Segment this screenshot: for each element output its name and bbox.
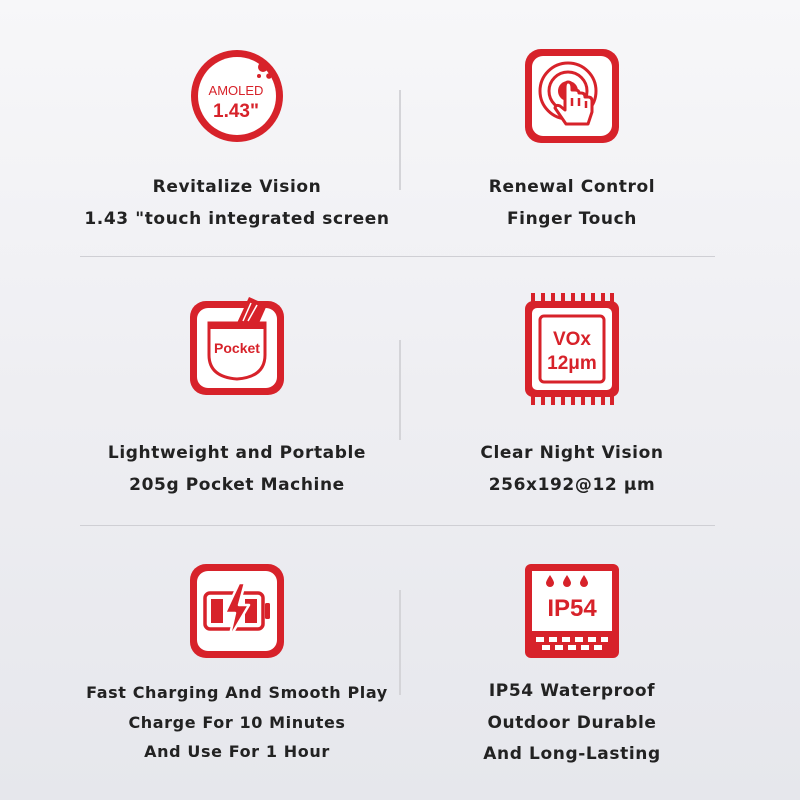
feature-subtitle: 1.43 "touch integrated screen [84,209,390,229]
ip54-waterproof-icon [522,561,622,661]
feature-subtitle: Charge For 10 Minutes [128,712,346,732]
feature-subtitle: And Long-Lasting [483,744,661,764]
feature-label [372,676,772,771]
pixel-pitch-icon-text: 12μm [547,353,597,374]
vox-sensor-chip-icon [522,293,622,405]
feature-label [372,437,772,501]
screen-size-icon-text: 1.43" [213,101,259,122]
feature-subtitle: 256x192@12 μm [488,475,656,495]
pocket-icon-text: Pocket [214,340,260,356]
fast-charging-battery-icon [187,561,287,661]
vox-icon-text: VOx [552,329,592,350]
feature-title: Renewal Control [488,177,656,197]
ip54-icon-text: IP54 [547,595,597,622]
amoled-screen-icon [187,46,287,146]
feature-title: Lightweight and Portable [107,443,367,463]
feature-subtitle: 205g Pocket Machine [129,475,345,495]
pocket-icon [187,293,287,398]
feature-vox-sensor [372,256,772,525]
finger-touch-icon [522,46,622,146]
feature-title: IP54 Waterproof [488,681,656,701]
feature-title: Revitalize Vision [152,177,322,197]
feature-subtitle: Outdoor Durable [487,712,657,733]
feature-title: Fast Charging And Smooth Play [86,683,388,702]
feature-subtitle: And Use For 1 Hour [144,742,330,761]
feature-label [372,171,772,235]
feature-ip54-waterproof [372,525,772,800]
feature-title: Clear Night Vision [480,443,664,463]
amoled-icon-text: AMOLED [208,83,264,98]
feature-subtitle: Finger Touch [506,209,638,229]
feature-finger-touch [372,0,772,256]
